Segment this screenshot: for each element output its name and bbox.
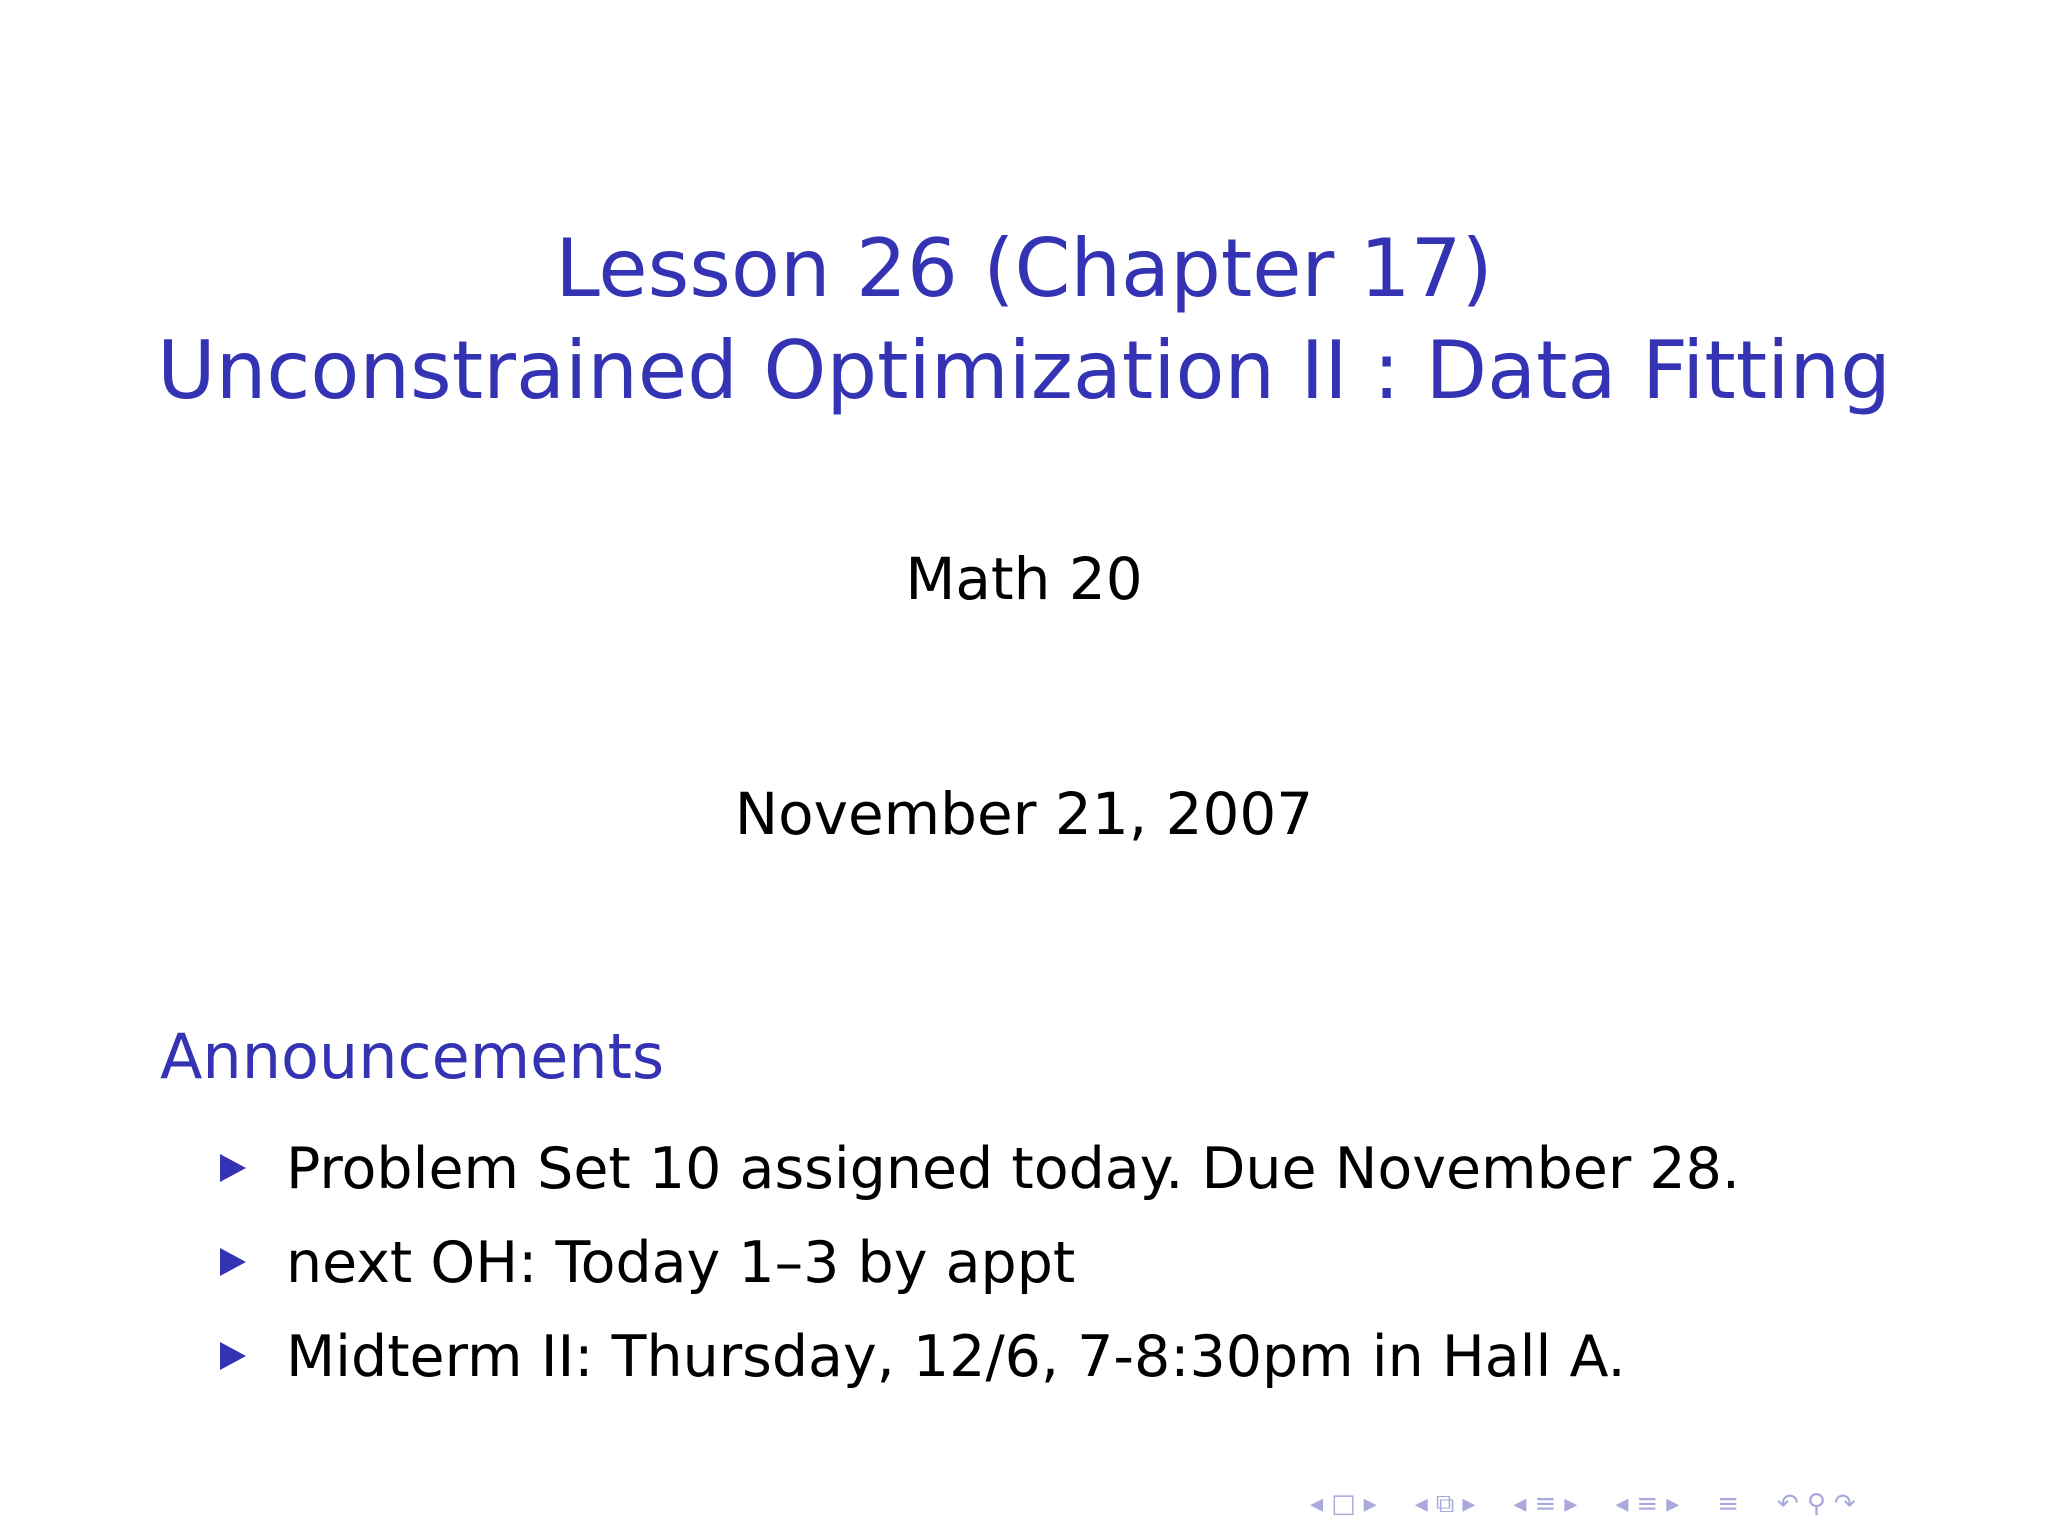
frame-nav-group bbox=[1310, 1491, 1377, 1517]
slide-title bbox=[0, 218, 2048, 422]
title-line-2: Unconstrained Optimization II : Data Fitting bbox=[157, 324, 1891, 417]
announcement-text: next OH: Today 1–3 by appt bbox=[286, 1230, 1076, 1296]
triangle-bullet-icon bbox=[220, 1248, 246, 1276]
appendix-nav-group bbox=[1717, 1491, 1739, 1517]
announcement-text: Problem Set 10 assigned today. Due November 28. bbox=[286, 1136, 1741, 1202]
search-icon[interactable]: ⚲ bbox=[1806, 1489, 1826, 1519]
subsection-icon[interactable]: ⧉ bbox=[1435, 1489, 1455, 1519]
section-nav-group bbox=[1513, 1491, 1577, 1517]
title-line-1: Lesson 26 (Chapter 17) bbox=[555, 222, 1493, 315]
announcement-item bbox=[220, 1224, 1740, 1318]
search-forward-icon[interactable]: ↷ bbox=[1833, 1489, 1856, 1519]
triangle-bullet-icon bbox=[220, 1342, 246, 1370]
announcement-item bbox=[220, 1130, 1740, 1224]
appendix-icon[interactable]: ≡ bbox=[1717, 1489, 1740, 1519]
search-back-icon[interactable]: ↶ bbox=[1777, 1489, 1799, 1519]
presentation-forward-icon[interactable]: ▸ bbox=[1666, 1489, 1680, 1519]
section-icon[interactable]: ≡ bbox=[1534, 1489, 1557, 1519]
presentation-back-icon[interactable]: ◂ bbox=[1615, 1489, 1629, 1519]
search-nav-group bbox=[1777, 1491, 1856, 1517]
section-forward-icon[interactable]: ▸ bbox=[1564, 1489, 1578, 1519]
announcement-item bbox=[220, 1318, 1740, 1412]
subsection-nav-group bbox=[1415, 1491, 1476, 1517]
section-back-icon[interactable]: ◂ bbox=[1513, 1489, 1527, 1519]
subsection-forward-icon[interactable]: ▸ bbox=[1462, 1489, 1476, 1519]
triangle-bullet-icon bbox=[220, 1154, 246, 1182]
presentation-nav-group bbox=[1615, 1491, 1679, 1517]
subsection-back-icon[interactable]: ◂ bbox=[1414, 1489, 1428, 1519]
lecture-date: November 21, 2007 bbox=[734, 780, 1314, 848]
frame-forward-icon[interactable]: ▸ bbox=[1363, 1489, 1377, 1519]
frame-icon[interactable]: □ bbox=[1331, 1489, 1356, 1519]
beamer-navigation-bar bbox=[1310, 1486, 2030, 1522]
frame-back-icon[interactable]: ◂ bbox=[1310, 1489, 1324, 1519]
announcements-heading: Announcements bbox=[160, 1020, 665, 1093]
presentation-icon[interactable]: ≡ bbox=[1636, 1489, 1659, 1519]
announcement-text: Midterm II: Thursday, 12/6, 7-8:30pm in Hall A. bbox=[286, 1324, 1626, 1390]
course-name: Math 20 bbox=[905, 545, 1143, 613]
announcements-list bbox=[220, 1130, 1740, 1412]
